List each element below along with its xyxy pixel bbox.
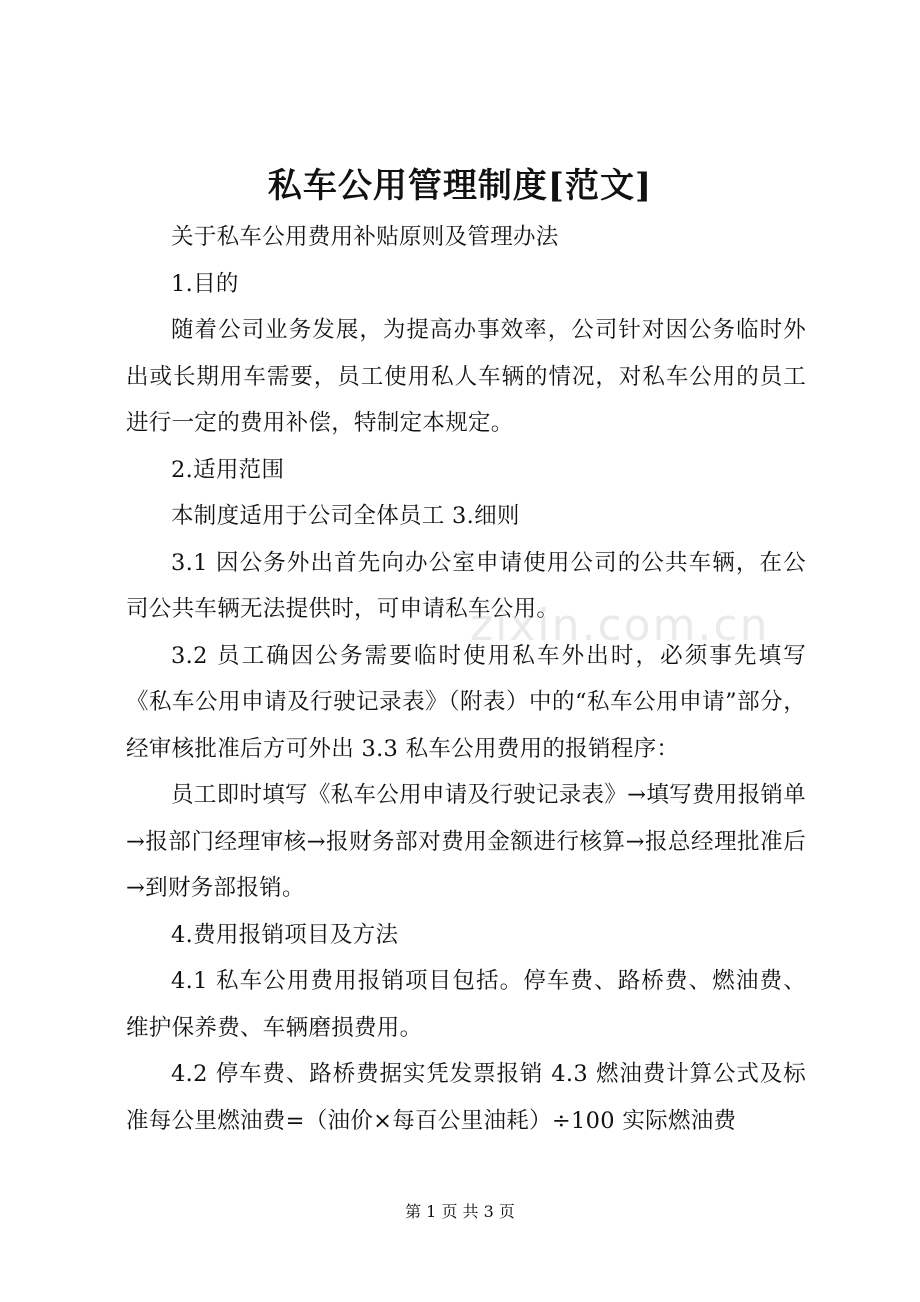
paragraph-procedure: 员工即时填写《私车公用申请及行驶记录表》→填写费用报销单→报部门经理审核→报财务部对费用金额进行核算→报总经理批准后→到财务部报销。 (126, 782, 806, 901)
paragraph-heading-purpose: 1.目的 (171, 270, 239, 297)
paragraph-heading-scope: 2.适用范围 (171, 456, 285, 483)
paragraph-purpose: 随着公司业务发展，为提高办事效率，公司针对因公务临时外出或长期用车需要，员工使用私人车辆的情况，对私车公用的员工进行一定的费用补偿，特制定本规定。 (126, 317, 806, 436)
paragraph-rule-4-1: 4.1 私车公用费用报销项目包括。停车费、路桥费、燃油费、维护保养费、车辆磨损费用。 (126, 968, 806, 1041)
document-body (126, 214, 806, 1144)
paragraph-scope: 本制度适用于公司全体员工 3.细则 (171, 503, 520, 529)
page-footer: 第 1 页 共 3 页 (405, 1202, 515, 1221)
paragraph-rule-3-2: 3.2 员工确因公务需要临时使用私车外出时，必须事先填写《私车公用申请及行驶记录表》（附表）中的“私车公用申请”部分，经审核批准后方可外出 3.3 私车公用费用的报销程序： (126, 642, 806, 762)
watermark: zixin.com.cn (470, 600, 770, 651)
document-title: 私车公用管理制度[范文] (267, 166, 653, 206)
paragraph-rule-4-2: 4.2 停车费、路桥费据实凭发票报销 4.3 燃油费计算公式及标准每公里燃油费=（油价×每百公里油耗）÷100 实际燃油费 (126, 1061, 806, 1134)
paragraph-subtitle: 关于私车公用费用补贴原则及管理办法 (171, 224, 559, 250)
paragraph-heading-expense: 4.费用报销项目及方法 (171, 921, 399, 948)
paragraph-rule-3-1: 3.1 因公务外出首先向办公室申请使用公司的公共车辆，在公司公共车辆无法提供时，可申请私车公用。 (126, 549, 806, 622)
